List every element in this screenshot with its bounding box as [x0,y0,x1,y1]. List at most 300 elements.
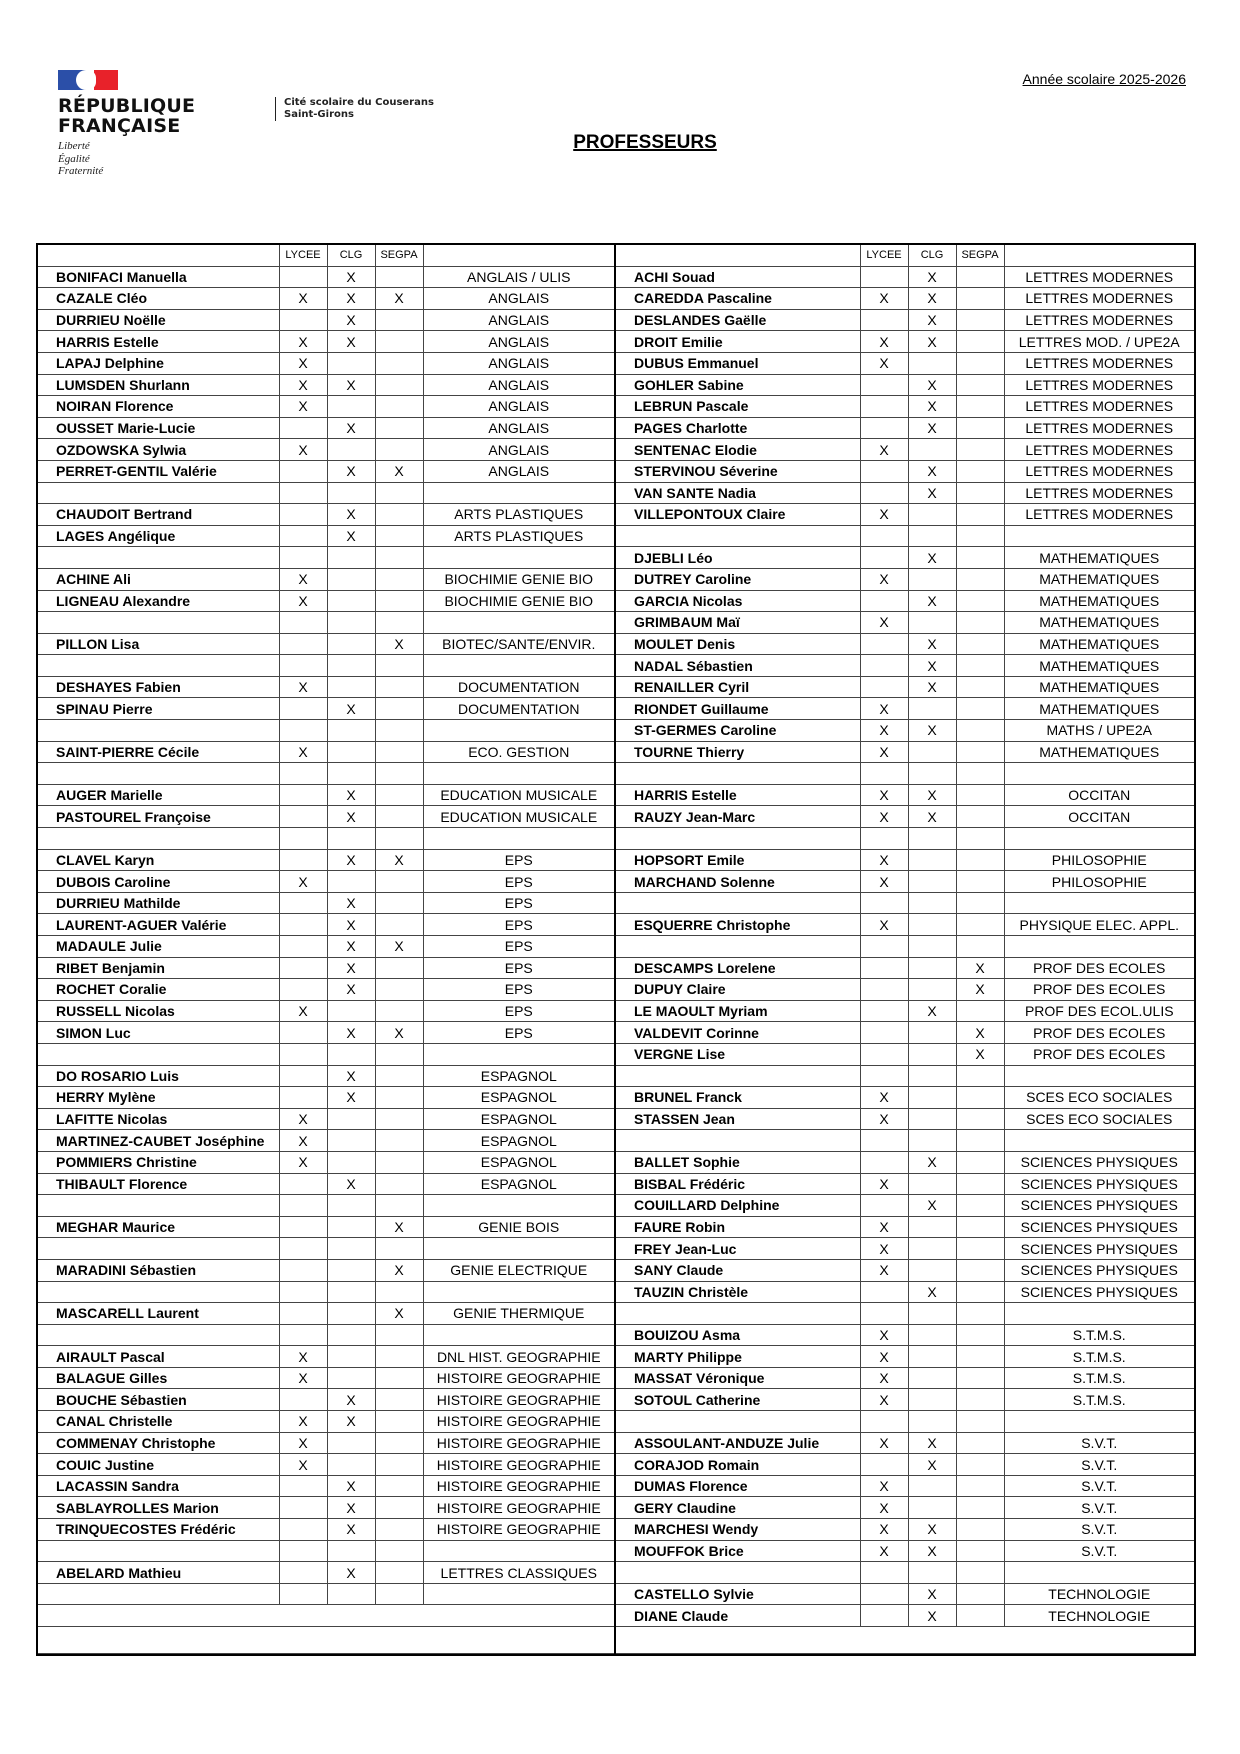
subject: DOCUMENTATION [423,698,614,720]
table-row-empty [38,720,614,742]
table-row [616,1151,1194,1173]
clg-mark [908,568,956,590]
clg-mark [327,655,375,677]
clg-mark [908,1367,956,1389]
subject: EPS [423,979,614,1001]
teacher-name: ACHINE Ali [38,568,279,590]
lycee-mark [279,1281,327,1303]
teacher-name: MARTY Philippe [616,1346,860,1368]
table-row [616,352,1194,374]
teacher-name: ST-GERMES Caroline [616,720,860,742]
segpa-mark [956,806,1004,828]
subject: ESPAGNOL [423,1151,614,1173]
subject [423,1238,614,1260]
clg-mark [908,871,956,893]
subject [423,720,614,742]
teacher-name: VERGNE Lise [616,1043,860,1065]
subject: EDUCATION MUSICALE [423,806,614,828]
motto-liberte: Liberté [58,140,90,152]
segpa-mark [956,331,1004,353]
page-title-text: PROFESSEURS [573,132,717,153]
segpa-mark [956,1000,1004,1022]
segpa-mark [956,525,1004,547]
segpa-mark [956,1216,1004,1238]
subject: LETTRES MODERNES [1004,352,1194,374]
lycee-mark: X [860,806,908,828]
subject: ARTS PLASTIQUES [423,504,614,526]
table-row [38,1108,614,1130]
segpa-mark [375,439,423,461]
subject: EPS [423,849,614,871]
lycee-mark [860,1195,908,1217]
subject [1004,828,1194,850]
subject: MATHEMATIQUES [1004,590,1194,612]
table-row [38,288,614,310]
clg-mark: X [908,1281,956,1303]
teacher-name: ROCHET Coralie [38,979,279,1001]
clg-mark: X [908,417,956,439]
lycee-mark [279,655,327,677]
segpa-mark [956,1065,1004,1087]
segpa-mark: X [375,936,423,958]
teacher-name: RENAILLER Cyril [616,676,860,698]
segpa-mark [375,784,423,806]
teacher-name [38,547,279,569]
subject [423,482,614,504]
teacher-name: SIMON Luc [38,1022,279,1044]
subject: PROF DES ECOLES [1004,1043,1194,1065]
clg-mark [327,396,375,418]
teacher-name: HARRIS Estelle [616,784,860,806]
teacher-name [38,720,279,742]
lycee-mark [860,1281,908,1303]
lycee-mark [860,1065,908,1087]
teacher-name: DO ROSARIO Luis [38,1065,279,1087]
subject: ANGLAIS [423,309,614,331]
teacher-name: LAPAJ Delphine [38,352,279,374]
subject: S.T.M.S. [1004,1367,1194,1389]
teacher-name: PERRET-GENTIL Valérie [38,460,279,482]
lycee-mark: X [860,1519,908,1541]
clg-mark [327,1130,375,1152]
table-row [38,331,614,353]
clg-mark [908,936,956,958]
lycee-mark: X [860,698,908,720]
table-row [616,1475,1194,1497]
teacher-name [38,1540,279,1562]
table-row-empty [616,1065,1194,1087]
teacher-name: GOHLER Sabine [616,374,860,396]
subject: ARTS PLASTIQUES [423,525,614,547]
lycee-mark [279,1475,327,1497]
teacher-name: VILLEPONTOUX Claire [616,504,860,526]
table-row [616,396,1194,418]
header-lycee: LYCEE [860,245,908,266]
table-row [38,1022,614,1044]
teacher-name: TOURNE Thierry [616,741,860,763]
table-row [616,1238,1194,1260]
teacher-name: TAUZIN Christèle [616,1281,860,1303]
lycee-mark: X [860,331,908,353]
teacher-name: SABLAYROLLES Marion [38,1497,279,1519]
table-row [616,612,1194,634]
clg-mark [327,1454,375,1476]
clg-mark: X [327,417,375,439]
segpa-mark [375,525,423,547]
clg-mark: X [908,590,956,612]
table-row [38,1519,614,1541]
lycee-mark [279,698,327,720]
segpa-mark [375,1151,423,1173]
segpa-mark [375,396,423,418]
segpa-mark [956,612,1004,634]
teacher-name: LAGES Angélique [38,525,279,547]
teacher-name: SPINAU Pierre [38,698,279,720]
table-row [38,957,614,979]
header-lycee: LYCEE [279,245,327,266]
lycee-mark [279,1562,327,1584]
teacher-name: HARRIS Estelle [38,331,279,353]
subject [1004,1562,1194,1584]
lycee-mark: X [860,1216,908,1238]
table-row-empty [616,1411,1194,1433]
segpa-mark [956,1583,1004,1605]
lycee-mark [860,1454,908,1476]
segpa-mark [956,741,1004,763]
subject: ANGLAIS [423,331,614,353]
clg-mark [908,1411,956,1433]
teacher-name: DURRIEU Mathilde [38,892,279,914]
table-row [616,720,1194,742]
teacher-name: NADAL Sébastien [616,655,860,677]
lycee-mark: X [860,1259,908,1281]
segpa-mark [375,1130,423,1152]
teacher-name: FAURE Robin [616,1216,860,1238]
subject: HISTOIRE GEOGRAPHIE [423,1432,614,1454]
table-row [38,849,614,871]
motto-egalite: Égalité [58,152,90,165]
clg-mark [908,849,956,871]
teacher-name: ACHI Souad [616,266,860,288]
lycee-mark [279,1519,327,1541]
subject [423,612,614,634]
subject: PROF DES ECOLES [1004,1022,1194,1044]
table-row-empty [38,763,614,785]
teacher-name: OZDOWSKA Sylwia [38,439,279,461]
clg-mark [908,914,956,936]
logo-title [58,96,208,136]
teachers-table-right [616,245,1194,1654]
teacher-name: AUGER Marielle [38,784,279,806]
segpa-mark [375,504,423,526]
lycee-mark [279,957,327,979]
subject: S.V.T. [1004,1432,1194,1454]
clg-mark [327,568,375,590]
table-row-empty [38,482,614,504]
segpa-mark [375,568,423,590]
subject [1004,936,1194,958]
lycee-mark [279,806,327,828]
lycee-mark [860,957,908,979]
teacher-name: SENTENAC Elodie [616,439,860,461]
subject: PHILOSOPHIE [1004,871,1194,893]
segpa-mark [375,698,423,720]
lycee-mark [860,1022,908,1044]
segpa-mark [375,1065,423,1087]
subject: TECHNOLOGIE [1004,1605,1194,1627]
subject [1004,1411,1194,1433]
subject: EDUCATION MUSICALE [423,784,614,806]
subject: HISTOIRE GEOGRAPHIE [423,1475,614,1497]
lycee-mark: X [860,1497,908,1519]
segpa-mark: X [956,957,1004,979]
lycee-mark: X [279,1130,327,1152]
teacher-name: MEGHAR Maurice [38,1216,279,1238]
lycee-mark [860,676,908,698]
clg-mark [908,1475,956,1497]
lycee-mark [860,936,908,958]
lycee-mark: X [279,1367,327,1389]
teacher-name [616,763,860,785]
teacher-name: RIBET Benjamin [38,957,279,979]
segpa-mark [956,1303,1004,1325]
table-row [38,1562,614,1584]
lycee-mark [279,309,327,331]
lycee-mark: X [279,568,327,590]
teacher-name: CASTELLO Sylvie [616,1583,860,1605]
segpa-mark [956,1238,1004,1260]
clg-mark [908,1108,956,1130]
lycee-mark [279,1583,327,1605]
table-row [38,1454,614,1476]
lycee-mark [860,1583,908,1605]
lycee-mark [860,1411,908,1433]
subject: LETTRES CLASSIQUES [423,1562,614,1584]
table-row-empty [38,1605,614,1627]
clg-mark [327,1151,375,1173]
table-row [38,871,614,893]
teacher-name: STASSEN Jean [616,1108,860,1130]
subject: ESPAGNOL [423,1065,614,1087]
clg-mark [908,892,956,914]
table-row [616,957,1194,979]
teacher-name [38,1324,279,1346]
subject: S.T.M.S. [1004,1389,1194,1411]
clg-mark: X [908,331,956,353]
table-row [616,439,1194,461]
subject: SCES ECO SOCIALES [1004,1108,1194,1130]
clg-mark: X [908,1605,956,1627]
segpa-mark: X [375,1216,423,1238]
clg-mark [327,612,375,634]
teacher-name: ESQUERRE Christophe [616,914,860,936]
table-row [616,1108,1194,1130]
clg-mark: X [327,1497,375,1519]
clg-mark: X [908,720,956,742]
teacher-name: THIBAULT Florence [38,1173,279,1195]
lycee-mark [279,1259,327,1281]
lycee-mark: X [279,1432,327,1454]
subject: GENIE THERMIQUE [423,1303,614,1325]
subject: MATHEMATIQUES [1004,633,1194,655]
segpa-mark [956,1605,1004,1627]
clg-mark: X [908,460,956,482]
table-row [616,288,1194,310]
header-segpa: SEGPA [375,245,423,266]
subject: SCIENCES PHYSIQUES [1004,1259,1194,1281]
segpa-mark [956,374,1004,396]
table-row [616,504,1194,526]
table-row-empty [38,1238,614,1260]
lycee-mark: X [860,1367,908,1389]
teacher-name: MADAULE Julie [38,936,279,958]
clg-mark [327,1346,375,1368]
lycee-mark [279,1389,327,1411]
lycee-mark: X [860,1324,908,1346]
segpa-mark [956,568,1004,590]
segpa-mark [956,1324,1004,1346]
lycee-mark [860,828,908,850]
subject [423,1583,614,1605]
lycee-mark [279,979,327,1001]
segpa-mark [375,1281,423,1303]
table-row [616,1346,1194,1368]
table-row [616,871,1194,893]
segpa-mark [375,1367,423,1389]
lycee-mark [279,720,327,742]
subject: HISTOIRE GEOGRAPHIE [423,1454,614,1476]
subject: S.V.T. [1004,1454,1194,1476]
subject: LETTRES MODERNES [1004,309,1194,331]
teacher-name: LAFITTE Nicolas [38,1108,279,1130]
lycee-mark: X [860,1540,908,1562]
teacher-name: DESLANDES Gaëlle [616,309,860,331]
segpa-mark [375,655,423,677]
header-clg: CLG [327,245,375,266]
subject: ANGLAIS [423,417,614,439]
segpa-mark [956,849,1004,871]
segpa-mark [375,763,423,785]
subject: S.V.T. [1004,1519,1194,1541]
page-title [0,132,1240,154]
segpa-mark [375,1389,423,1411]
table-row [38,1346,614,1368]
clg-mark: X [908,482,956,504]
segpa-mark [956,1497,1004,1519]
clg-mark [327,1324,375,1346]
table-row [616,979,1194,1001]
segpa-mark [956,309,1004,331]
table-row-empty [616,1303,1194,1325]
lycee-mark: X [860,1389,908,1411]
subject [423,1195,614,1217]
lycee-mark [279,612,327,634]
teacher-name: RIONDET Guillaume [616,698,860,720]
subject: ESPAGNOL [423,1173,614,1195]
lycee-mark [860,482,908,504]
clg-mark [327,1583,375,1605]
table-row [38,396,614,418]
clg-mark [908,525,956,547]
subject: SCIENCES PHYSIQUES [1004,1238,1194,1260]
subject: S.T.M.S. [1004,1324,1194,1346]
teacher-name: MARADINI Sébastien [38,1259,279,1281]
teacher-name: DJEBLI Léo [616,547,860,569]
lycee-mark [279,763,327,785]
segpa-mark [956,417,1004,439]
table-row [616,374,1194,396]
teacher-name: NOIRAN Florence [38,396,279,418]
clg-mark [908,741,956,763]
lycee-mark [860,266,908,288]
lycee-mark: X [860,871,908,893]
table-row [616,1540,1194,1562]
clg-mark [908,1216,956,1238]
segpa-mark [375,1173,423,1195]
table-row [616,1216,1194,1238]
lycee-mark: X [860,439,908,461]
segpa-mark [956,590,1004,612]
clg-mark: X [327,525,375,547]
table-row [616,1259,1194,1281]
empty-cell [616,1627,1194,1654]
clg-mark [327,547,375,569]
segpa-mark: X [956,1022,1004,1044]
segpa-mark [375,266,423,288]
subject: LETTRES MODERNES [1004,482,1194,504]
table-row [616,1000,1194,1022]
clg-mark [908,1065,956,1087]
left-table-body [38,245,614,1654]
table-row [616,1043,1194,1065]
lycee-mark: X [279,439,327,461]
segpa-mark [375,1475,423,1497]
table-row-empty [38,612,614,634]
clg-mark: X [908,266,956,288]
segpa-mark [956,828,1004,850]
segpa-mark [375,1519,423,1541]
table-row [616,1087,1194,1109]
subject [423,763,614,785]
table-row-empty [616,1627,1194,1654]
table-row [616,1605,1194,1627]
clg-mark: X [327,288,375,310]
clg-mark: X [908,396,956,418]
lycee-mark: X [860,784,908,806]
teacher-name: COUILLARD Delphine [616,1195,860,1217]
table-row [38,1087,614,1109]
clg-mark: X [327,331,375,353]
teacher-name: PILLON Lisa [38,633,279,655]
table-header-row [616,245,1194,266]
segpa-mark [956,1195,1004,1217]
clg-mark [327,1432,375,1454]
clg-mark: X [327,698,375,720]
header-subject [423,245,614,266]
segpa-mark [375,1583,423,1605]
teacher-name: LACASSIN Sandra [38,1475,279,1497]
table-row-empty [616,1130,1194,1152]
segpa-mark [956,1130,1004,1152]
teacher-name [38,828,279,850]
table-row-empty [616,1562,1194,1584]
lycee-mark [860,1130,908,1152]
teacher-name [616,936,860,958]
subject: LETTRES MODERNES [1004,439,1194,461]
table-row [38,979,614,1001]
table-row [616,1519,1194,1541]
table-row-empty [38,1324,614,1346]
